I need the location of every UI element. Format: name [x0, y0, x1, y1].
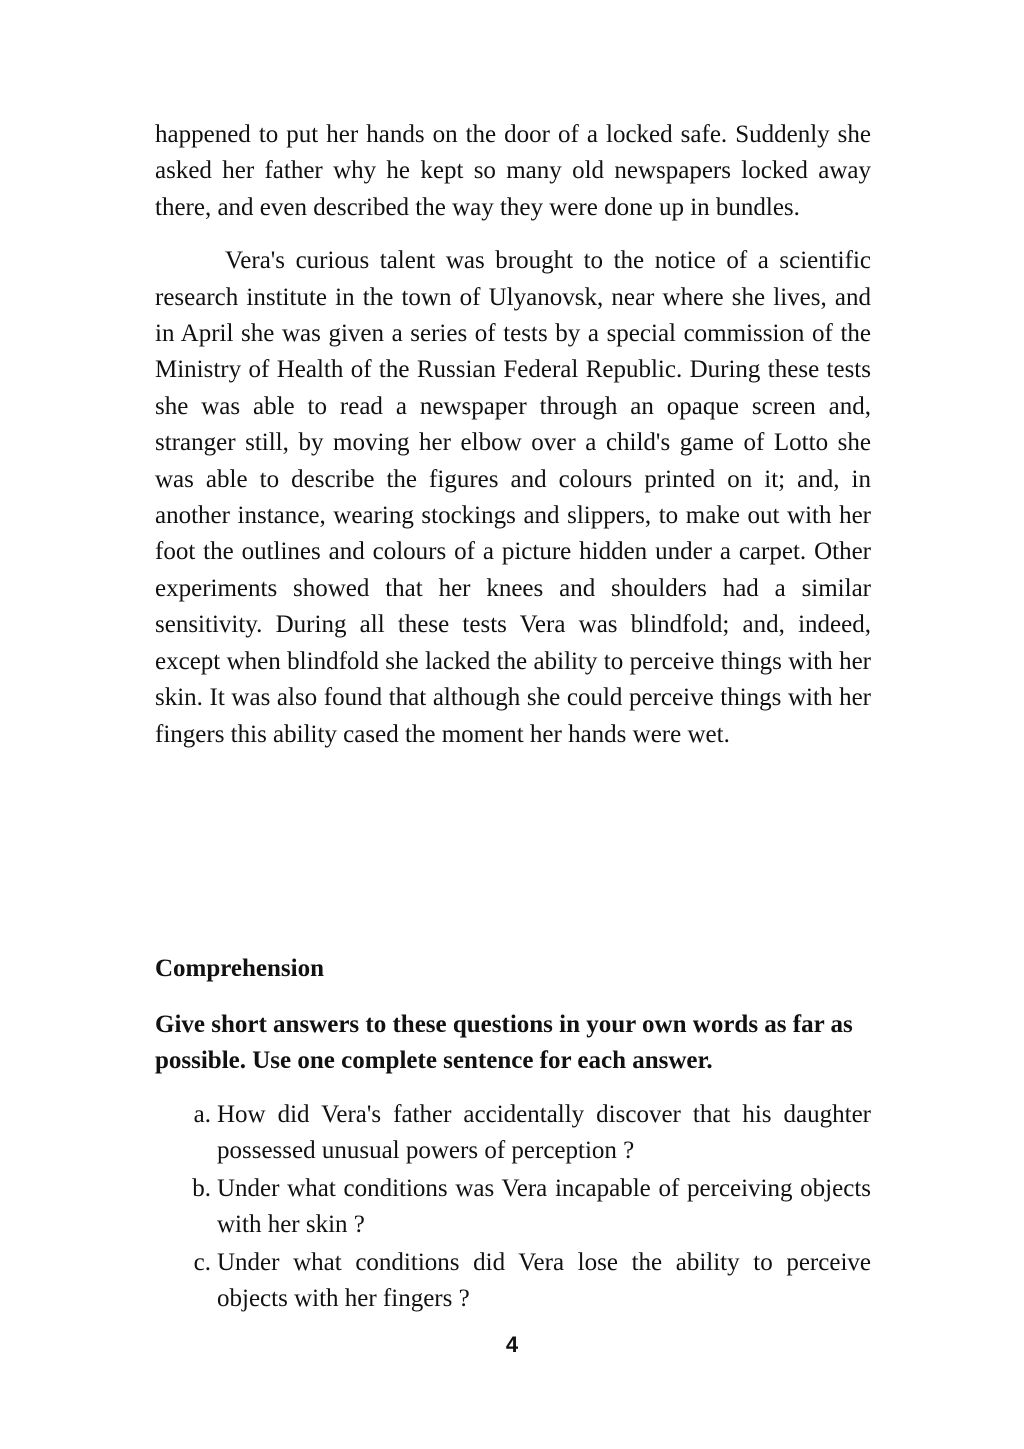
question-item-a	[155, 1097, 871, 1170]
question-text: Under what conditions did Vera lose the ability to perceive objects with her fingers ?	[217, 1248, 871, 1313]
question-item-c	[155, 1245, 871, 1318]
page-number: 4	[505, 1332, 519, 1357]
question-letter: a.	[193, 1101, 211, 1128]
passage-paragraph-2: Vera's curious talent was brought to the notice of a scientific research institute in the town of Ulyanovsk, near where she lives, and in April she was given a series of tests by a special commission of the Ministry of Health of the Russian Federal Republic. During these tests she was able to read a newspaper through an opaque screen and, stranger still, by moving her elbow over a child's game of Lotto she was able to describe the figures and colours printed on it; and, in another instance, wearing stockings and slippers, to make out with her foot the outlines and colours of a picture hidden under a carpet. Other experiments showed that her knees and shoulders had a similar sensitivity. During all these tests Vera was blindfold; and, indeed, except when blindfold she lacked the ability to perceive things with her skin. It was also found that although she could perceive things with her fingers this ability cased the moment her hands were wet.	[155, 247, 871, 748]
question-text: Under what conditions was Vera incapable of perceiving objects with her skin ?	[217, 1174, 871, 1239]
question-list	[155, 1097, 871, 1318]
comprehension-heading: Comprehension	[155, 955, 325, 982]
passage	[155, 117, 871, 753]
question-letter: c.	[193, 1248, 211, 1276]
passage-paragraph-1: happened to put her hands on the door of a locked safe. Suddenly she asked her father why he kept so many old newspapers locked away there, and even described the way they were done up in bundles.	[155, 121, 871, 221]
question-letter: b.	[192, 1174, 211, 1202]
comprehension-instruction: Give short answers to these questions in your own words as far as possible. Use one complete sentence for each answer.	[155, 1011, 853, 1074]
question-text: How did Vera's father accidentally discover that his daughter possessed unusual powers of perception ?	[217, 1101, 871, 1165]
question-item-b	[155, 1171, 871, 1244]
